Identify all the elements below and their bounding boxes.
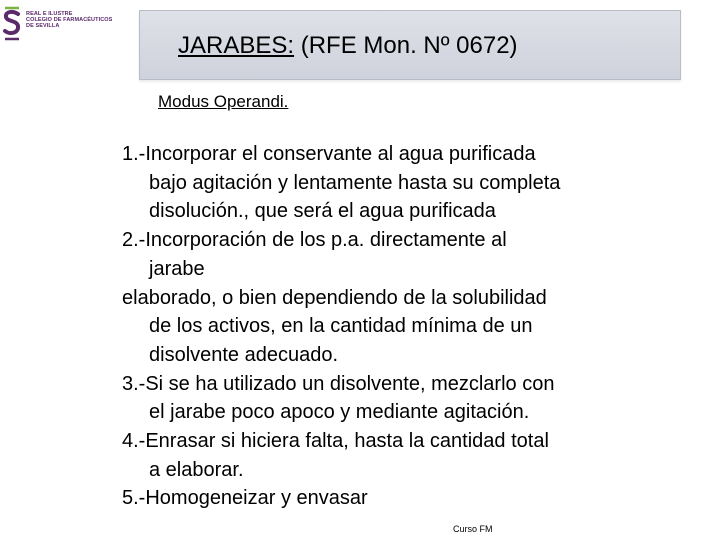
step-line: a elaborar. [149, 458, 244, 481]
title-keyword: JARABES: [178, 32, 295, 59]
logo-line: REAL E ILUSTRE [26, 11, 73, 17]
step-line: de los activos, en la cantidad mínima de un [149, 315, 533, 338]
step-line: bajo agitación y lentamente hasta su completa [149, 171, 561, 194]
procedure-steps [122, 140, 692, 513]
college-emblem-icon [2, 6, 22, 42]
step-line: disolución., que será el agua purificada [149, 200, 496, 223]
title-banner [139, 10, 681, 80]
logo-text [26, 11, 112, 29]
step-line: jarabe [149, 257, 205, 280]
college-logo [0, 2, 130, 44]
step-line: 1.-Incorporar el conservante al agua purificada [122, 143, 536, 165]
step-line: elaborado, o bien dependiendo de la solubilidad [122, 286, 547, 309]
step-line: 4.-Enrasar si hiciera falta, hasta la cantidad total [122, 430, 549, 453]
step-line: 3.-Si se ha utilizado un disolvente, mezclarlo con [122, 372, 555, 395]
step-line: el jarabe poco apoco y mediante agitación. [149, 401, 530, 424]
step-line: 5.-Homogeneizar y envasar [122, 487, 368, 510]
logo-line: COLEGIO DE FARMACÉUTICOS [26, 17, 113, 23]
slide-subtitle: Modus Operandi. [158, 92, 289, 111]
slide-title [178, 32, 518, 60]
step-line: 2.-Incorporación de los p.a. directamente al [122, 229, 507, 252]
title-reference: (RFE Mon. Nº 0672) [294, 32, 518, 59]
logo-line: DE SEVILLA [26, 23, 60, 29]
step-line: disolvente adecuado. [149, 343, 339, 366]
footer-text: Curso FM [453, 524, 493, 534]
